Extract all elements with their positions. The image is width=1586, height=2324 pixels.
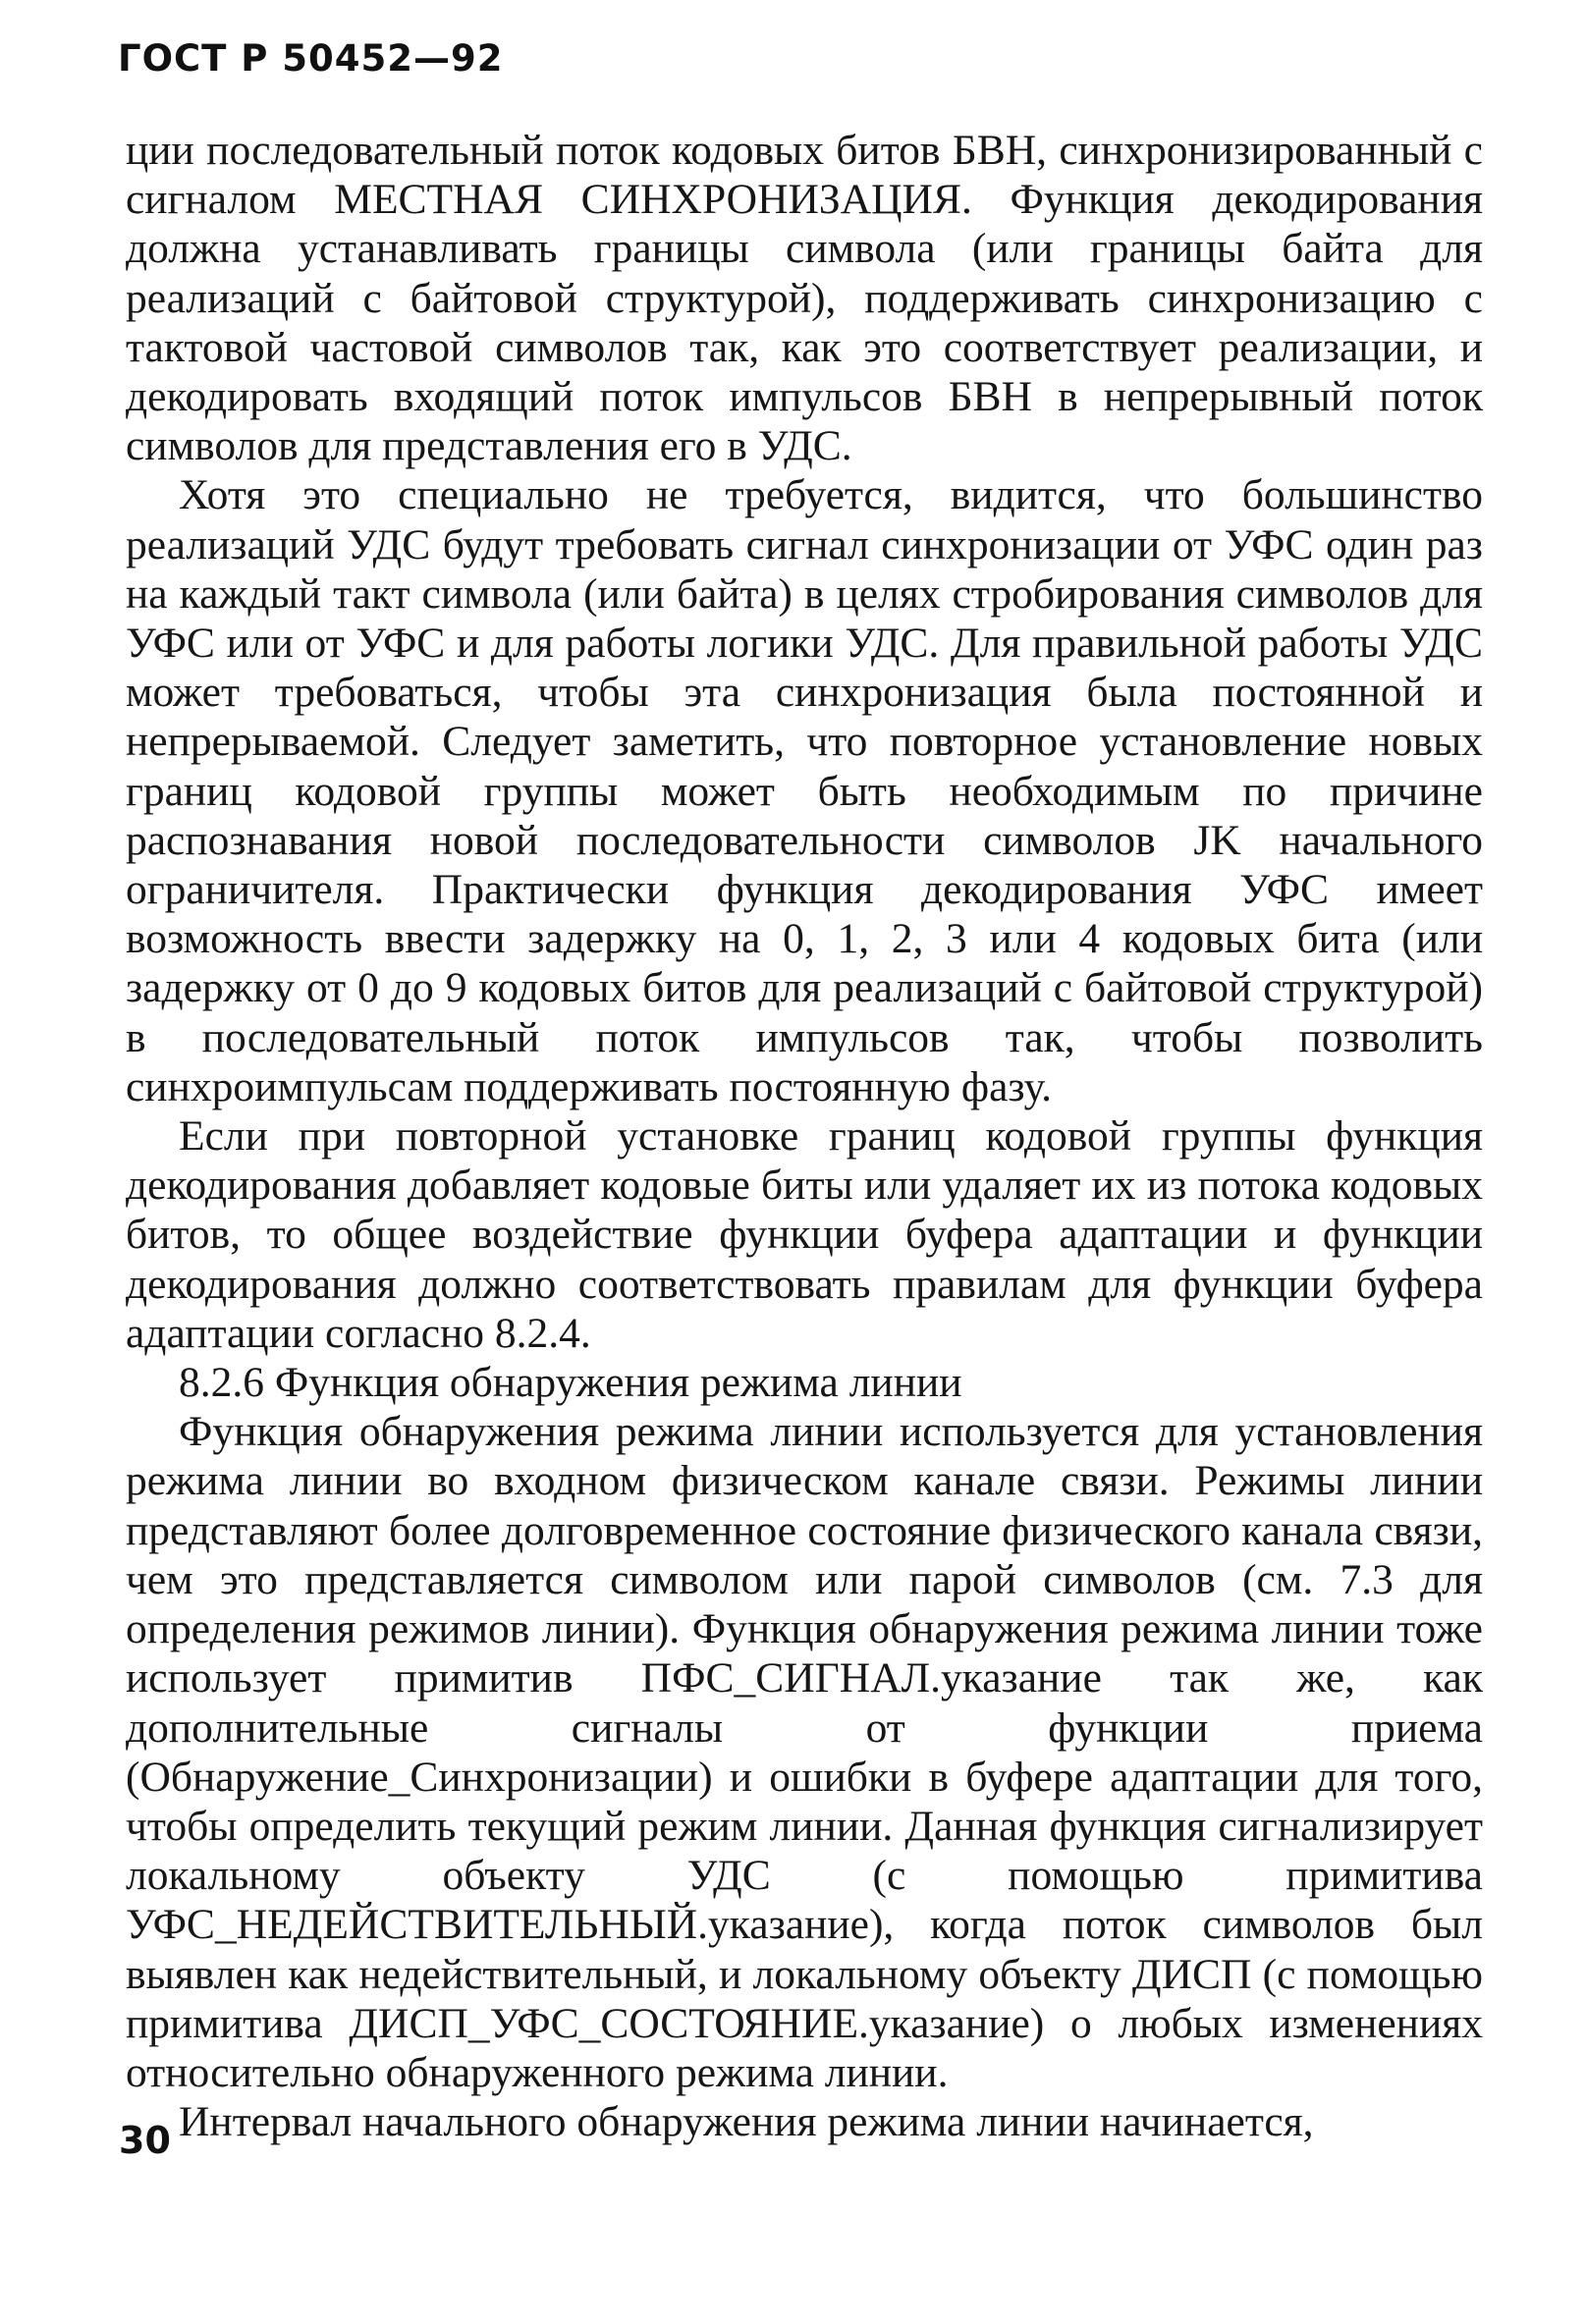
- section-heading: 8.2.6 Функция обнаружения режима линии: [179, 1359, 962, 1407]
- body-text: [126, 126, 1483, 2146]
- paragraph-line-state-detection: Функция обнаружения режима линии используется для установления режима линии во входном физическом канале связи. Режимы линии представляют более долговременное состояние физического канала связи, чем это представляется символом или парой символов (см. 7.3 для определения режимов линии). Функция обнаружения режима линии тоже использует примитив ПФС_СИГНАЛ.указание так же, как дополнительные сигналы от функции приема (Обнаружение_Синхронизации) и ошибки в буфере адаптации для того, чтобы определить текущий режим линии. Данная функция сигнализирует локальному объекту УДС (с помощью примитива УФС_НЕДЕЙСТВИТЕЛЬНЫЙ.указание), когда поток символов был выявлен как недействительный, и локальному объекту ДИСП (с помощью примитива ДИСП_УФС_СОСТОЯНИЕ.указание) о любых изменениях относительно обнаруженного режима линии.: [126, 1408, 1483, 2096]
- paragraph-initial-interval: Интервал начального обнаружения режима линии начинается,: [179, 2098, 1314, 2146]
- paragraph-code-group-boundaries: Если при повторной установке границ кодовой группы функция декодирования добавляет кодовые биты или удаляет их из потока кодовых битов, то общее воздействие функции буфера адаптации и функции декодирования должно соответствовать правилам для функции буфера адаптации согласно 8.2.4.: [126, 1112, 1483, 1357]
- paragraph-sync-requirement: Хотя это специально не требуется, видится, что большинство реализаций УДС будут требовать сигнал синхронизации от УФС один раз на каждый такт символа (или байта) в целях стробирования символов для УФС или от УФС и для работы логики УДС. Для правильной работы УДС может требоваться, чтобы эта синхронизация была постоянной и непрерываемой. Следует заметить, что повторное установление новых границ кодовой группы может быть необходимым по причине распознавания новой последовательности символов JK начального ограничителя. Практически функция декодирования УФС имеет возможность ввести задержку на 0, 1, 2, 3 или 4 кодовых бита (или задержку от 0 до 9 кодовых битов для реализаций с байтовой структурой) в последовательный поток импульсов так, чтобы позволить синхроимпульсам поддерживать постоянную фазу.: [126, 471, 1483, 1110]
- page-number: 30: [119, 2119, 171, 2162]
- paragraph-continuation: ции последовательный поток кодовых битов БВН, синхронизированный с сигналом МЕСТНАЯ СИНХРОНИЗАЦИЯ. Функция декодирования должна устанавливать границы символа (или границы байта для реализаций с байтовой структурой), поддерживать синхронизацию с тактовой частовой символов так, как это соответствует реализации, и декодировать входящий поток импульсов БВН в непрерывный поток символов для представления его в УДС.: [126, 127, 1483, 470]
- standard-code-header: ГОСТ Р 50452—92: [118, 37, 504, 80]
